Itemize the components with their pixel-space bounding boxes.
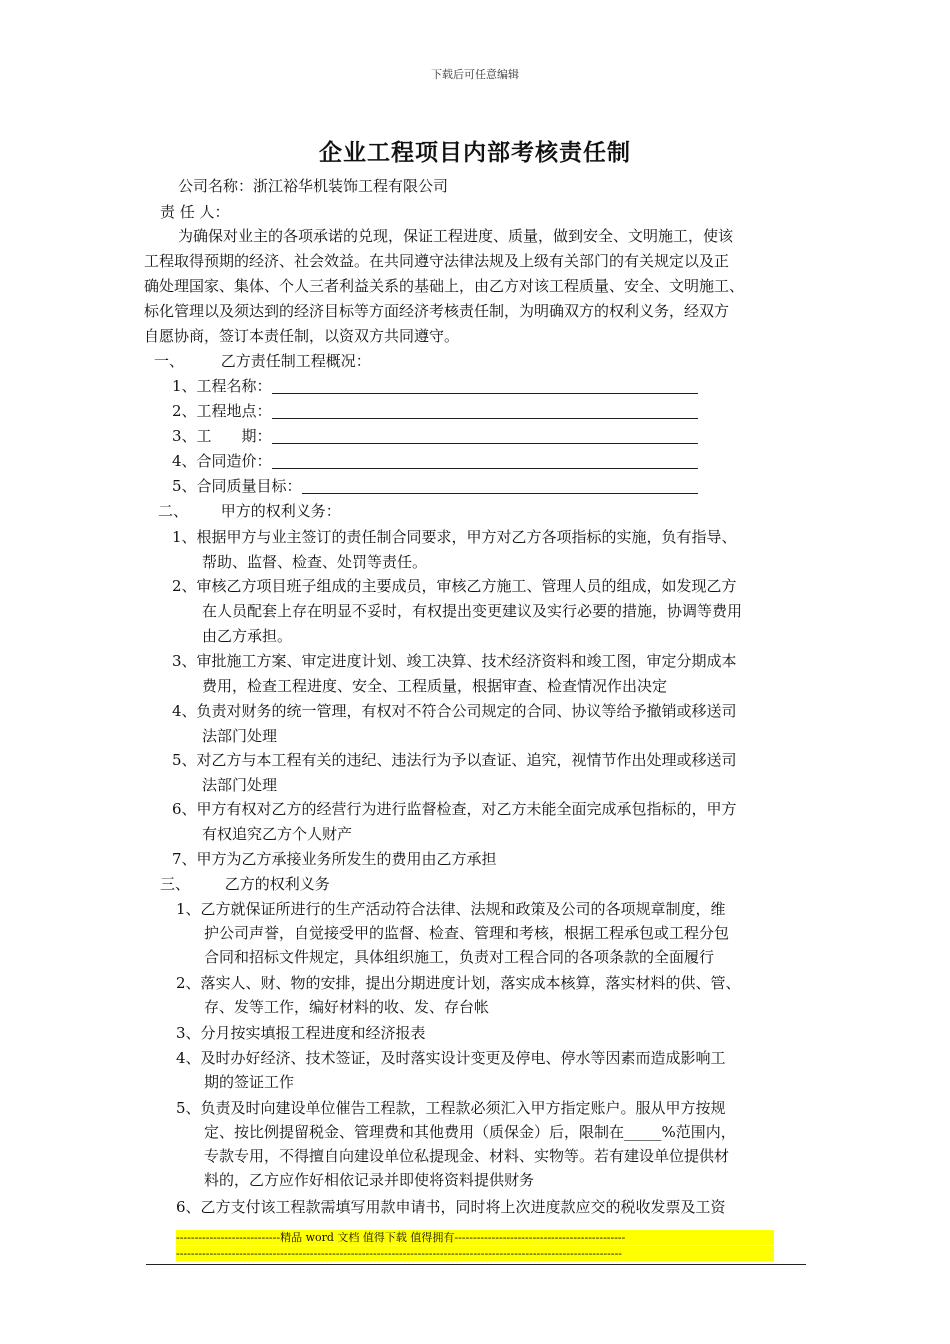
intro-line: 标化管理以及须达到的经济目标等方面经济考核责任制，为明确双方的权利义务，经双方 — [144, 302, 730, 320]
company-line: 公司名称：浙江裕华机装饰工程有限公司 — [178, 177, 449, 195]
field-label: 3、工 期： — [172, 427, 272, 445]
field-project-name — [172, 375, 698, 396]
intro-line: 确处理国家、集体、个人三者利益关系的基础上，由乙方对该工程质量、安全、文明施工、 — [144, 277, 745, 295]
item-line: 根据甲方与业主签订的责任制合同要求，甲方对乙方各项指标的实施，负有指导、 — [196, 528, 737, 546]
field-blank[interactable] — [272, 377, 698, 394]
item-line: 分月按实填报工程进度和经济报表 — [200, 1024, 426, 1042]
section2-item — [172, 649, 737, 699]
field-label: 2、工程地点： — [172, 402, 272, 420]
intro-line: 工程取得预期的经济、社会效益。在共同遵守法律法规及上级有关部门的有关规定以及正 — [144, 252, 730, 270]
item-line: 费用，检查工程进度、安全、工程质量，根据审查、检查情况作出决定 — [202, 677, 668, 695]
section3-item — [176, 1195, 726, 1219]
section3-num: 三、 — [160, 875, 191, 893]
field-quality-target — [172, 475, 698, 496]
header-note: 下载后可任意编辑 — [431, 68, 519, 81]
section2-item — [172, 847, 497, 872]
section2-heading — [158, 500, 341, 521]
footer-rule — [146, 1264, 806, 1265]
item-num: 3、 — [172, 652, 197, 670]
item-line: 乙方支付该工程款需填写用款申请书，同时将上次进度款应交的税收发票及工资 — [200, 1198, 726, 1216]
item-line: 帮助、监督、检查、处罚等责任。 — [202, 553, 428, 571]
item-line: 定、按比例提留税金、管理费和其他费用（质保金）后，限制在_____%范围内， — [204, 1123, 736, 1141]
section1-num: 一、 — [154, 352, 185, 370]
field-blank[interactable] — [302, 477, 698, 494]
item-num: 1、 — [176, 900, 201, 918]
item-line: 存、发等工作，编好材料的收、发、存台帐 — [204, 998, 490, 1016]
section2-item — [172, 699, 737, 749]
item-line: 在人员配套上存在明显不妥时，有权提出变更建议及实行必要的措施，协调等费用 — [202, 602, 743, 620]
item-line: 甲方为乙方承接业务所发生的费用由乙方承担 — [196, 850, 497, 868]
item-num: 1、 — [172, 528, 197, 546]
item-line: 审批施工方案、审定进度计划、竣工决算、技术经济资料和竣工图，审定分期成本 — [196, 652, 737, 670]
field-contract-price — [172, 450, 698, 471]
item-num: 7、 — [172, 850, 197, 868]
field-label: 1、工程名称： — [172, 377, 272, 395]
item-line: 负责及时向建设单位催告工程款，工程款必须汇入甲方指定账户。服从甲方按规 — [200, 1099, 726, 1117]
field-blank[interactable] — [272, 427, 698, 444]
section3-item — [176, 1021, 426, 1045]
item-line: 法部门处理 — [202, 727, 278, 745]
item-line: 甲方有权对乙方的经营行为进行监督检查，对乙方未能全面完成承包指标的，甲方 — [196, 800, 737, 818]
item-line: 有权追究乙方个人财产 — [202, 825, 353, 843]
intro-line: 为确保对业主的各项承诺的兑现，保证工程进度、质量，做到安全、文明施工，使该 — [178, 227, 734, 245]
intro-line: 自愿协商，签订本责任制，以资双方共同遵守。 — [144, 327, 460, 345]
field-label: 4、合同造价： — [172, 452, 272, 470]
document-title: 企业工程项目内部考核责任制 — [319, 140, 631, 166]
section3-item — [176, 1046, 726, 1094]
item-line: 由乙方承担。 — [202, 627, 293, 645]
item-line: 合同和招标文件规定，具体组织施工，负责对工程合同的各项条款的全面履行 — [204, 948, 715, 966]
item-line: 法部门处理 — [202, 776, 278, 794]
responsible-line: 责 任 人： — [160, 203, 230, 221]
item-line: 落实人、财、物的安排，提出分期进度计划，落实成本核算，落实材料的供、管、 — [200, 974, 741, 992]
section2-num: 二、 — [158, 502, 189, 520]
footer-banner-line2: ------------------------------------------------------------------------------------------------------------------------ — [176, 1246, 774, 1261]
item-line: 对乙方与本工程有关的违纪、违法行为予以查证、追究，视情节作出处理或移送司 — [196, 751, 737, 769]
intro-paragraph — [144, 224, 812, 349]
field-blank[interactable] — [272, 452, 698, 469]
item-num: 3、 — [176, 1024, 201, 1042]
item-line: 护公司声誉，自觉接受甲的监督、检查、管理和考核，根据工程承包或工程分包 — [204, 924, 730, 942]
section2-title: 甲方的权利义务： — [220, 502, 341, 520]
section3-item — [176, 1096, 736, 1192]
item-num: 6、 — [172, 800, 197, 818]
section2-item — [172, 525, 737, 575]
item-num: 5、 — [172, 751, 197, 769]
field-project-location — [172, 400, 698, 421]
section1-title: 乙方责任制工程概况： — [220, 352, 371, 370]
section1-heading — [154, 350, 371, 371]
item-num: 5、 — [176, 1099, 201, 1117]
item-line: 负责对财务的统一管理，有权对不符合公司规定的合同、协议等给予撤销或移送司 — [196, 702, 737, 720]
item-line: 料的，乙方应作好相依记录并即使将资料提供财务 — [204, 1171, 535, 1189]
item-num: 2、 — [176, 974, 201, 992]
item-num: 4、 — [172, 702, 197, 720]
section2-item — [172, 797, 737, 847]
section3-item — [176, 897, 729, 969]
field-duration — [172, 425, 698, 446]
item-num: 4、 — [176, 1049, 201, 1067]
item-line: 期的签证工作 — [204, 1073, 295, 1091]
item-line: 及时办好经济、技术签证，及时落实设计变更及停电、停水等因素而造成影响工 — [200, 1049, 726, 1067]
section2-item — [172, 748, 737, 798]
field-blank[interactable] — [272, 402, 698, 419]
item-line: 审核乙方项目班子组成的主要成员，审核乙方施工、管理人员的组成，如发现乙方 — [196, 577, 737, 595]
section3-item — [176, 971, 741, 1019]
item-num: 6、 — [176, 1198, 201, 1216]
item-line: 专款专用，不得擅自向建设单位私提现金、材料、实物等。若有建设单位提供材 — [204, 1147, 730, 1165]
item-line: 乙方就保证所进行的生产活动符合法律、法规和政策及公司的各项规章制度，维 — [200, 900, 726, 918]
section3-heading — [160, 873, 330, 894]
item-num: 2、 — [172, 577, 197, 595]
section2-item — [172, 574, 742, 649]
field-label: 5、合同质量目标： — [172, 477, 302, 495]
footer-banner-line1: ----------------------------精品 word 文档 值得下载 值得拥有---------------------------------------------- — [176, 1230, 774, 1245]
section3-title: 乙方的权利义务 — [224, 875, 330, 893]
